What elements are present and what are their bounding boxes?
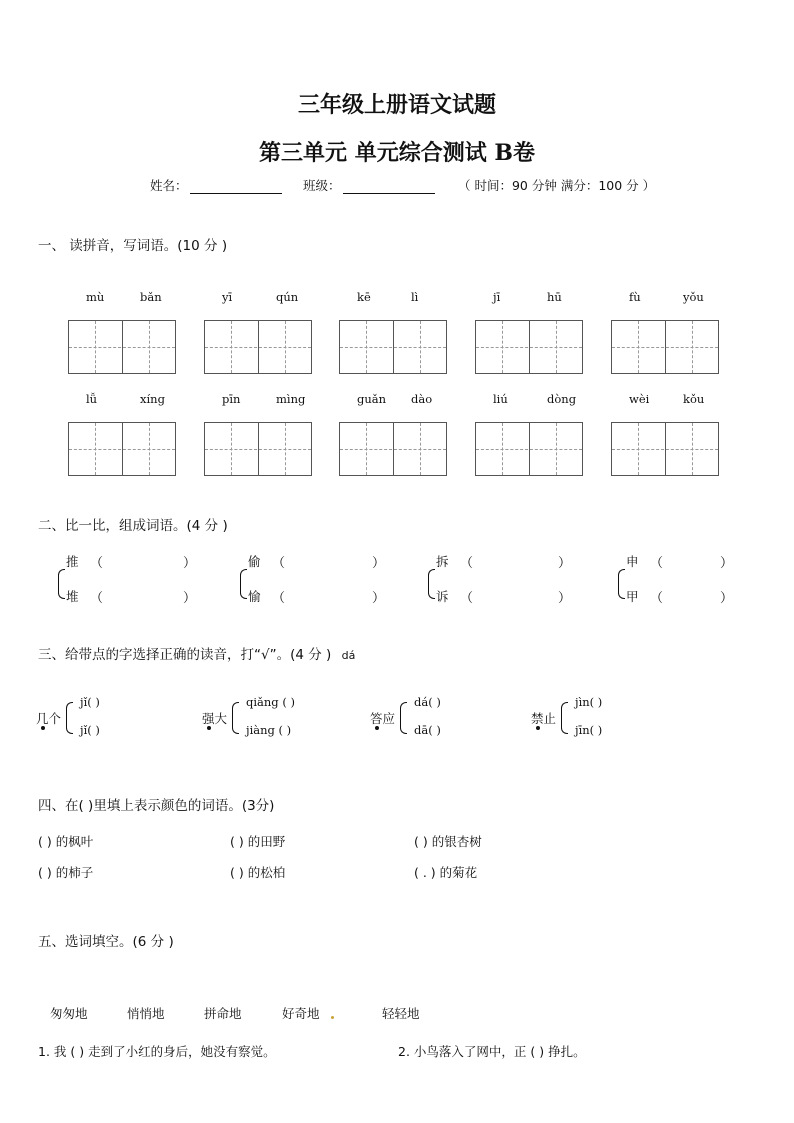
close-paren: ） [720, 556, 734, 571]
close-paren: ） [558, 591, 572, 606]
open-paren: （ [272, 591, 286, 606]
color-phrase[interactable]: ( ) 的田野 [230, 834, 286, 849]
grid-guide [69, 449, 175, 450]
name-field [150, 176, 282, 194]
close-paren: ） [720, 591, 734, 606]
close-paren: ） [183, 591, 197, 606]
word-bank-item: 拼命地 [204, 1006, 242, 1021]
char: 推 [66, 554, 79, 569]
grid-guide [69, 347, 175, 348]
brace [428, 569, 435, 599]
pinyin-2: mìng [276, 392, 306, 406]
emphasis-dot [41, 726, 45, 730]
emphasis-dot [375, 726, 379, 730]
writing-grid[interactable] [204, 320, 312, 374]
close-paren: ） [372, 556, 386, 571]
time-info: （ 时间：90 分钟 满分：100 分 ） [458, 178, 656, 193]
writing-grid[interactable] [68, 320, 176, 374]
class-field [303, 176, 435, 194]
pinyin-2: dào [411, 392, 433, 406]
pinyin-2: dòng [547, 392, 577, 406]
emphasis-dot [536, 726, 540, 730]
section1-heading: 一、 读拼音，写词语。(10 分 ) [38, 238, 228, 254]
grid-guide [612, 449, 718, 450]
open-paren: （ [272, 556, 286, 571]
section3-heading-text: 三、给带点的字选择正确的读音，打“√”。(4 分 ) [38, 647, 332, 663]
open-paren: （ [460, 591, 474, 606]
pinyin-1: pīn [222, 392, 241, 406]
word: 强大 [202, 711, 228, 726]
pinyin-1: kē [357, 290, 371, 304]
char: 甲 [626, 589, 639, 604]
word-bank-item: 好奇地 [282, 1006, 320, 1021]
open-paren: （ [460, 556, 474, 571]
option-1[interactable]: dá( ) [414, 695, 441, 709]
close-paren: ） [372, 591, 386, 606]
open-paren: （ [90, 591, 104, 606]
word: 禁止 [531, 711, 557, 726]
grid-guide [205, 449, 311, 450]
word: 答应 [370, 711, 396, 726]
brace [561, 702, 568, 734]
pinyin-2: xíng [140, 392, 165, 406]
color-phrase[interactable]: ( ) 的松柏 [230, 865, 286, 880]
pinyin-1: guǎn [357, 392, 387, 406]
pinyin-2: lì [411, 290, 419, 304]
name-blank[interactable] [190, 179, 282, 194]
char: 拆 [436, 554, 449, 569]
writing-grid[interactable] [475, 422, 583, 476]
grid-guide [476, 347, 582, 348]
page-title: 三年级上册语文试题 [297, 92, 496, 118]
writing-grid[interactable] [339, 320, 447, 374]
section4-heading: 四、在( )里填上表示颜色的词语。(3分) [38, 798, 275, 814]
pinyin-2: qún [276, 290, 299, 304]
writing-grid[interactable] [611, 320, 719, 374]
section2-heading: 二、比一比，组成词语。(4 分 ) [38, 518, 228, 534]
pinyin-1: jī [493, 290, 501, 304]
color-phrase[interactable]: ( ) 的柿子 [38, 865, 94, 880]
writing-grid[interactable] [475, 320, 583, 374]
word-bank-item: 轻轻地 [382, 1006, 420, 1021]
name-label: 姓名： [150, 178, 188, 193]
stray-pinyin: dá [341, 649, 356, 662]
brace [240, 569, 247, 599]
writing-grid[interactable] [611, 422, 719, 476]
question-1: 1. 我 ( ) 走到了小红的身后，她没有察觉。 [38, 1044, 276, 1059]
brace [58, 569, 65, 599]
brace [66, 702, 73, 734]
option-1[interactable]: jìn( ) [575, 695, 603, 709]
writing-grid[interactable] [204, 422, 312, 476]
open-paren: （ [90, 556, 104, 571]
emphasis-dot [207, 726, 211, 730]
close-paren: ） [558, 556, 572, 571]
section3-heading [38, 643, 355, 663]
option-2[interactable]: jǐ( ) [80, 723, 100, 737]
char: 偷 [248, 554, 261, 569]
close-paren: ） [183, 556, 197, 571]
brace [400, 702, 407, 734]
open-paren: （ [650, 591, 664, 606]
color-phrase[interactable]: ( ) 的枫叶 [38, 834, 94, 849]
char: 堆 [66, 589, 79, 604]
pinyin-1: lǚ [86, 392, 98, 406]
page-subtitle: 第三单元 单元综合测试 B卷 [259, 140, 535, 166]
open-paren: （ [650, 556, 664, 571]
word: 几个 [36, 711, 62, 726]
stray-dot [331, 1016, 334, 1019]
class-label: 班级： [303, 178, 341, 193]
color-phrase[interactable]: ( ) 的银杏树 [414, 834, 482, 849]
section5-heading: 五、选词填空。(6 分 ) [38, 934, 174, 950]
grid-guide [340, 347, 446, 348]
pinyin-1: wèi [629, 392, 650, 406]
pinyin-1: mù [86, 290, 105, 304]
grid-guide [205, 347, 311, 348]
pinyin-1: liú [493, 392, 508, 406]
grid-guide [612, 347, 718, 348]
color-phrase[interactable]: ( . ) 的菊花 [414, 865, 478, 880]
pinyin-1: yī [222, 290, 233, 304]
pinyin-2: kǒu [683, 392, 705, 406]
brace [232, 702, 239, 734]
question-2: 2. 小鸟落入了网中，正 ( ) 挣扎。 [398, 1044, 586, 1059]
option-1[interactable]: jǐ( ) [80, 695, 100, 709]
grid-guide [476, 449, 582, 450]
pinyin-1: fù [629, 290, 641, 304]
option-2[interactable]: jīn( ) [575, 723, 603, 737]
char: 申 [626, 554, 639, 569]
pinyin-2: bǎn [140, 290, 162, 304]
option-2[interactable]: dā( ) [414, 723, 441, 737]
option-1[interactable]: qiǎng ( ) [246, 695, 295, 709]
char: 愉 [248, 589, 261, 604]
char: 诉 [436, 589, 449, 604]
option-2[interactable]: jiàng ( ) [246, 723, 292, 737]
writing-grid[interactable] [339, 422, 447, 476]
grid-guide [340, 449, 446, 450]
pinyin-2: hū [547, 290, 562, 304]
pinyin-2: yǒu [683, 290, 704, 304]
brace [618, 569, 625, 599]
class-blank[interactable] [343, 179, 435, 194]
word-bank-item: 匆匆地 [50, 1006, 88, 1021]
writing-grid[interactable] [68, 422, 176, 476]
word-bank-item: 悄悄地 [127, 1006, 165, 1021]
